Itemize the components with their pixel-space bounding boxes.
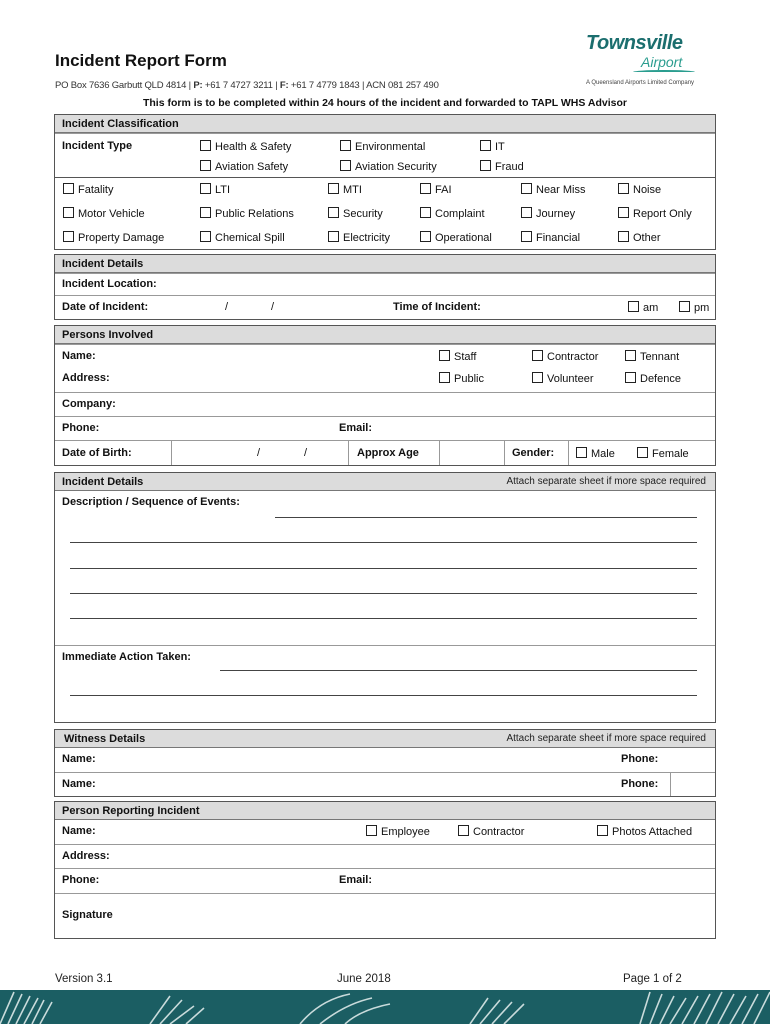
witness-name-label: Name: — [62, 778, 96, 790]
divider — [171, 441, 172, 465]
page-number: Page 1 of 2 — [623, 973, 682, 985]
person-company-row[interactable] — [55, 392, 715, 416]
section-heading: Incident Classification — [55, 115, 715, 133]
section-heading: Incident Details — [55, 255, 715, 273]
attach-note: Attach separate sheet if more space required — [506, 476, 706, 487]
type-environmental-checkbox[interactable]: Environmental — [340, 140, 425, 153]
reporter-employee-checkbox[interactable]: Employee — [366, 825, 430, 838]
incident-location-row[interactable] — [55, 273, 715, 295]
incident-type-row — [55, 133, 715, 177]
reporter-name-row — [55, 820, 715, 844]
dob-label: Date of Birth: — [62, 447, 132, 459]
cat-near-miss-checkbox[interactable]: Near Miss — [521, 183, 586, 196]
divider — [439, 441, 440, 465]
dob-slash: / — [304, 447, 308, 459]
am-checkbox[interactable]: am — [628, 301, 658, 314]
date-slash: / — [225, 301, 229, 313]
cat-financial-checkbox[interactable]: Financial — [521, 231, 580, 244]
divider — [348, 441, 349, 465]
contact-address: PO Box 7636 Garbutt QLD 4814 | P: +61 7 4727 3211 | F: +61 7 4779 1843 | ACN 081 257 490 — [55, 80, 439, 91]
incident-category-row — [55, 177, 715, 249]
divider — [504, 441, 505, 465]
cat-public-relations-checkbox[interactable]: Public Relations — [200, 207, 294, 220]
person-address-label: Address: — [62, 372, 110, 384]
cat-journey-checkbox[interactable]: Journey — [521, 207, 575, 220]
section-heading: Persons Involved — [55, 326, 715, 344]
cat-chemical-spill-checkbox[interactable]: Chemical Spill — [200, 231, 285, 244]
witness-row[interactable] — [55, 748, 715, 772]
witness-name-label: Name: — [62, 753, 96, 765]
incident-date-row — [55, 295, 715, 319]
cat-property-damage-checkbox[interactable]: Property Damage — [63, 231, 164, 244]
person-phone-label: Phone: — [62, 422, 100, 434]
logo-subword: Airport — [641, 54, 683, 70]
pm-checkbox[interactable]: pm — [679, 301, 709, 314]
logo-wordmark: Townsville — [586, 32, 683, 54]
person-name-row — [55, 344, 715, 368]
divider — [568, 441, 569, 465]
write-line — [220, 670, 697, 671]
cat-electricity-checkbox[interactable]: Electricity — [328, 231, 390, 244]
role-defence-checkbox[interactable]: Defence — [625, 372, 681, 385]
gender-label: Gender: — [512, 447, 555, 459]
write-line — [275, 517, 697, 518]
footer-date: June 2018 — [337, 973, 391, 985]
logo-swoosh-icon — [633, 70, 695, 74]
cat-complaint-checkbox[interactable]: Complaint — [420, 207, 485, 220]
dob-slash: / — [257, 447, 261, 459]
cat-lti-checkbox[interactable]: LTI — [200, 183, 230, 196]
section-heading: Witness Details Attach separate sheet if more space required — [55, 730, 715, 748]
cat-fai-checkbox[interactable]: FAI — [420, 183, 452, 196]
form-title: Incident Report Form — [55, 51, 227, 70]
date-slash: / — [271, 301, 275, 313]
reporter-address-label: Address: — [62, 850, 110, 862]
cat-report-only-checkbox[interactable]: Report Only — [618, 207, 692, 220]
witness-row[interactable] — [55, 772, 715, 796]
reporter-name-label: Name: — [62, 825, 96, 837]
person-dob-row — [55, 440, 715, 465]
reporter-address-row[interactable] — [55, 844, 715, 868]
write-line — [70, 618, 697, 619]
incident-location-label: Incident Location: — [62, 278, 157, 290]
cat-mti-checkbox[interactable]: MTI — [328, 183, 362, 196]
role-public-checkbox[interactable]: Public — [439, 372, 484, 385]
write-line — [70, 568, 697, 569]
gender-male-checkbox[interactable]: Male — [576, 447, 615, 460]
type-aviation-security-checkbox[interactable]: Aviation Security — [340, 160, 437, 173]
type-it-checkbox[interactable]: IT — [480, 140, 505, 153]
cat-fatality-checkbox[interactable]: Fatality — [63, 183, 113, 196]
person-company-label: Company: — [62, 398, 116, 410]
incident-description-section — [54, 472, 716, 723]
divider — [670, 773, 671, 796]
palm-leaves-icon — [0, 990, 770, 1024]
attach-note: Attach separate sheet if more space required — [506, 733, 706, 744]
role-staff-checkbox[interactable]: Staff — [439, 350, 476, 363]
decorative-band — [0, 990, 770, 1024]
section-heading: Person Reporting Incident — [55, 802, 715, 820]
approx-age-label: Approx Age — [357, 447, 419, 459]
reporter-email-label: Email: — [339, 874, 373, 886]
witness-details-section — [54, 729, 716, 797]
type-aviation-safety-checkbox[interactable]: Aviation Safety — [200, 160, 288, 173]
incident-type-label: Incident Type — [62, 140, 133, 152]
photos-attached-checkbox[interactable]: Photos Attached — [597, 825, 692, 838]
cat-other-checkbox[interactable]: Other — [618, 231, 661, 244]
person-email-label: Email: — [339, 422, 373, 434]
type-fraud-checkbox[interactable]: Fraud — [480, 160, 524, 173]
incident-classification-section — [54, 114, 716, 250]
person-reporting-section — [54, 801, 716, 939]
person-name-label: Name: — [62, 350, 96, 362]
immediate-action-area[interactable] — [55, 645, 715, 722]
cat-noise-checkbox[interactable]: Noise — [618, 183, 661, 196]
signature-row[interactable] — [55, 893, 715, 938]
cat-security-checkbox[interactable]: Security — [328, 207, 383, 220]
gender-female-checkbox[interactable]: Female — [637, 447, 689, 460]
role-volunteer-checkbox[interactable]: Volunteer — [532, 372, 593, 385]
role-contractor-checkbox[interactable]: Contractor — [532, 350, 598, 363]
signature-label: Signature — [62, 909, 113, 921]
cat-operational-checkbox[interactable]: Operational — [420, 231, 492, 244]
write-line — [70, 542, 697, 543]
witness-phone-label: Phone: — [621, 778, 659, 790]
reporter-contractor-checkbox[interactable]: Contractor — [458, 825, 524, 838]
logo-tagline: A Queensland Airports Limited Company — [586, 80, 695, 86]
incident-time-label: Time of Incident: — [393, 301, 481, 313]
immediate-action-label: Immediate Action Taken: — [62, 651, 191, 663]
type-health-safety-checkbox[interactable]: Health & Safety — [200, 140, 291, 153]
write-line — [70, 593, 697, 594]
cat-motor-vehicle-checkbox[interactable]: Motor Vehicle — [63, 207, 145, 220]
intro-instruction: This form is to be completed within 24 hours of the incident and forwarded to TAPL WHS Advisor — [142, 97, 627, 109]
incident-date-label: Date of Incident: — [62, 301, 149, 313]
reporter-phone-label: Phone: — [62, 874, 100, 886]
section-heading: Incident Details Attach separate sheet if more space required — [55, 473, 715, 491]
townsville-airport-logo — [583, 32, 701, 92]
description-area[interactable] — [55, 491, 715, 645]
persons-involved-section — [54, 325, 716, 466]
reporter-contact-row[interactable] — [55, 868, 715, 893]
incident-details-section — [54, 254, 716, 320]
description-label: Description / Sequence of Events: — [62, 496, 240, 508]
role-tennant-checkbox[interactable]: Tennant — [625, 350, 679, 363]
witness-phone-label: Phone: — [621, 753, 659, 765]
person-address-row — [55, 368, 715, 392]
version-text: Version 3.1 — [55, 973, 113, 985]
person-contact-row[interactable] — [55, 416, 715, 440]
write-line — [70, 695, 697, 696]
